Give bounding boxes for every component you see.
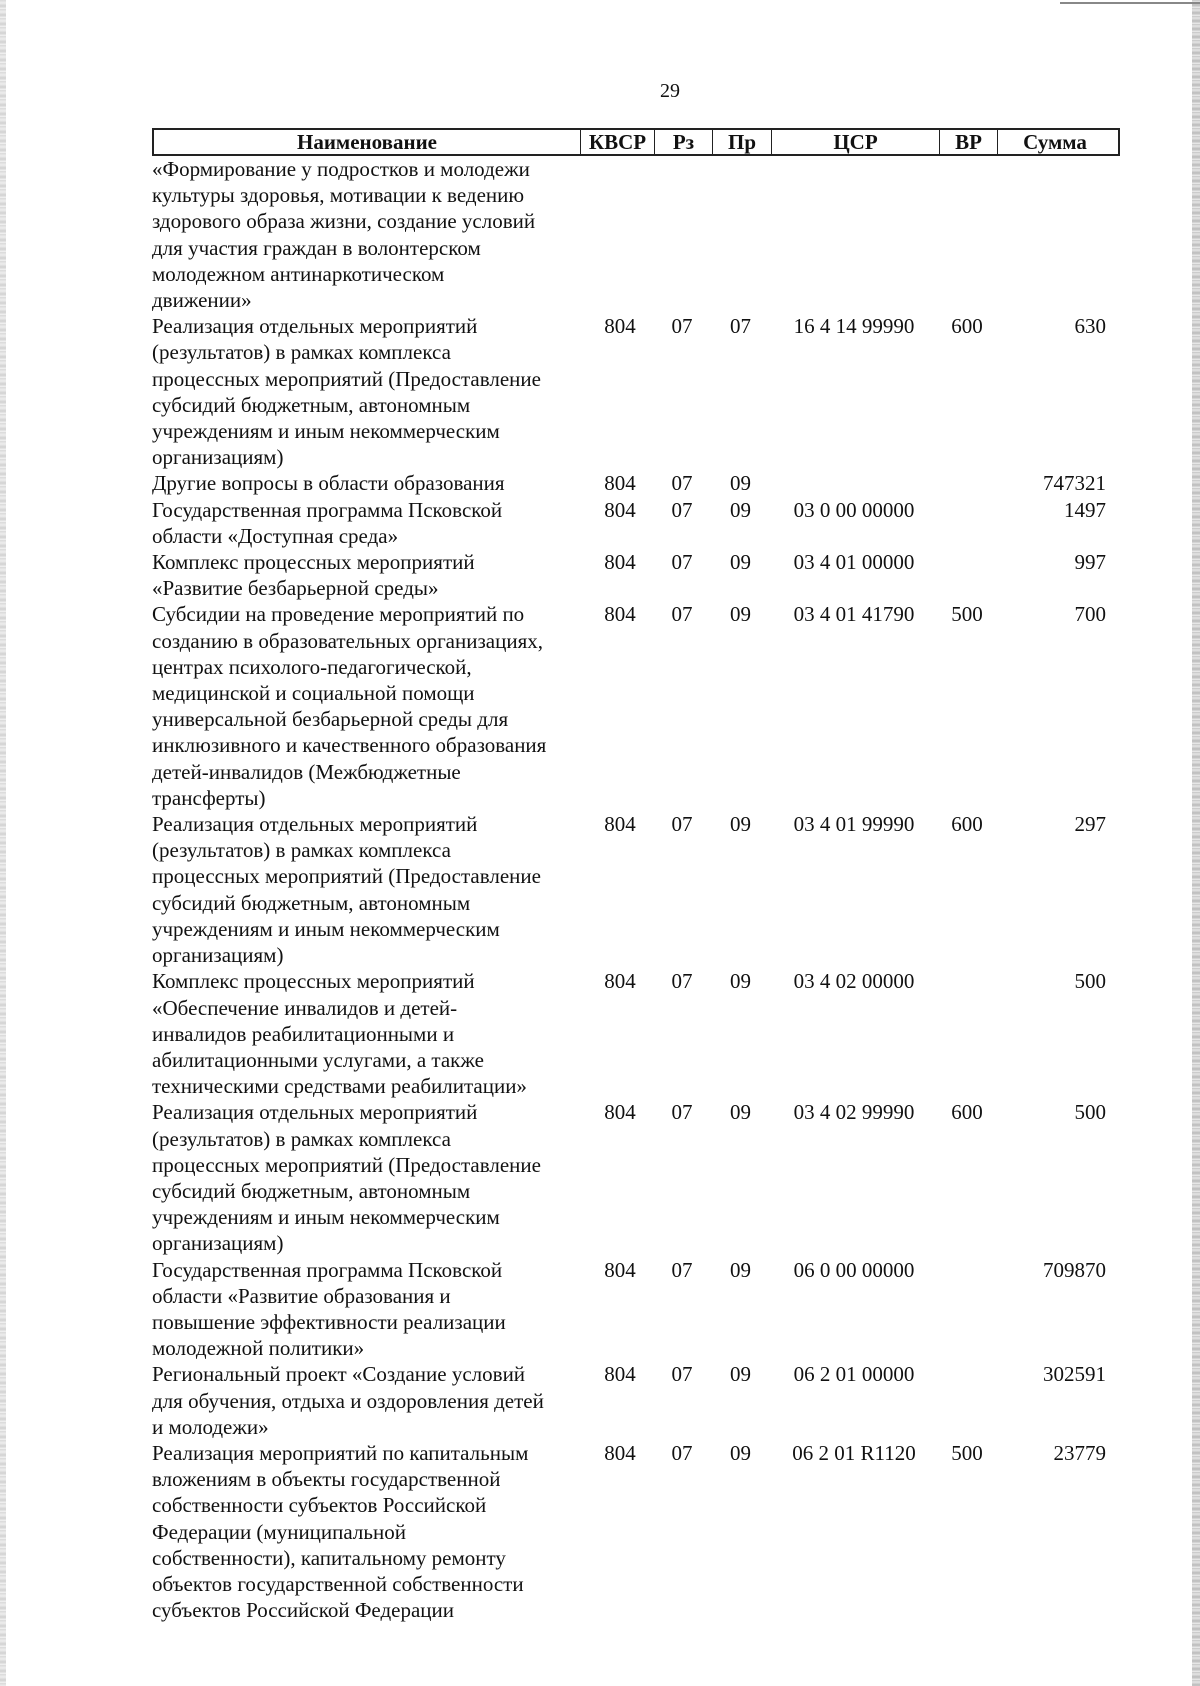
row-sum: 23779 xyxy=(1053,1440,1106,1465)
row-pr xyxy=(711,156,770,313)
row-csr: 03 4 01 41790 xyxy=(793,602,915,627)
row-rz: 07 xyxy=(671,1257,693,1282)
row-pr: 09 xyxy=(730,602,751,627)
row-vr: 600 xyxy=(951,314,983,339)
row-vr xyxy=(938,549,996,601)
row-csr: 06 2 01 R1120 xyxy=(792,1440,916,1465)
table-row xyxy=(152,1099,1120,1256)
row-vr: 500 xyxy=(951,602,983,627)
row-vr xyxy=(938,156,996,313)
row-kvsr: 804 xyxy=(604,550,636,575)
row-name: Государственная программа Псковской области «Развитие образования и повышение эффективности реализации молодежной политики» xyxy=(152,1257,506,1361)
row-name: Комплекс процессных мероприятий «Обеспечение инвалидов и детей- инвалидов реабилитационными и абилитационными услугами, а также техническими средствами реабилитации» xyxy=(152,969,527,1099)
row-kvsr: 804 xyxy=(604,314,636,339)
row-pr: 09 xyxy=(730,1440,751,1465)
table-row xyxy=(152,497,1120,549)
row-vr: 600 xyxy=(951,1100,983,1125)
row-csr: 16 4 14 99990 xyxy=(793,314,915,339)
row-vr xyxy=(938,497,996,549)
row-vr: 600 xyxy=(951,812,983,837)
table-header xyxy=(152,128,1120,156)
table-row xyxy=(152,968,1120,1099)
table-row xyxy=(152,549,1120,601)
scan-edge-right xyxy=(1192,0,1200,1686)
row-pr: 09 xyxy=(730,1257,751,1282)
row-csr: 03 0 00 00000 xyxy=(793,497,915,522)
row-kvsr: 804 xyxy=(604,812,636,837)
header-pr: Пр xyxy=(713,130,772,154)
row-sum xyxy=(996,156,1110,313)
row-kvsr: 804 xyxy=(604,497,636,522)
row-name: Государственная программа Псковской области «Доступная среда» xyxy=(152,497,503,548)
header-sum: Сумма xyxy=(1023,130,1087,154)
table-row xyxy=(152,811,1120,968)
row-rz: 07 xyxy=(671,1440,693,1465)
row-pr: 09 xyxy=(730,1100,751,1125)
row-name: Реализация мероприятий по капитальным вложениям в объекты государственной собственности субъектов Российской Федерации (муниципальной собственности), капитальному ремонту объектов государственной собственности субъектов Российской Федерации xyxy=(152,1440,529,1623)
table-row xyxy=(152,313,1120,470)
row-pr: 09 xyxy=(730,471,751,496)
row-csr xyxy=(770,470,938,496)
row-sum: 747321 xyxy=(1043,471,1106,496)
page-number: 29 xyxy=(660,80,680,102)
row-name: Другие вопросы в области образования xyxy=(152,471,505,496)
row-sum: 997 xyxy=(1074,550,1106,575)
row-pr: 09 xyxy=(730,812,751,837)
table-row xyxy=(152,1257,1120,1362)
row-sum: 630 xyxy=(1074,314,1106,339)
budget-table xyxy=(152,128,1120,1623)
row-csr: 03 4 02 00000 xyxy=(793,969,915,994)
row-vr xyxy=(938,968,996,1099)
row-kvsr: 804 xyxy=(604,969,636,994)
table-row xyxy=(152,156,1120,313)
row-sum: 700 xyxy=(1074,602,1106,627)
row-kvsr: 804 xyxy=(604,1440,636,1465)
row-csr xyxy=(770,156,938,313)
row-sum: 709870 xyxy=(1043,1257,1106,1282)
row-kvsr: 804 xyxy=(604,471,636,496)
row-rz: 07 xyxy=(671,1100,693,1125)
row-csr: 03 4 01 00000 xyxy=(793,550,915,575)
row-sum: 302591 xyxy=(1043,1362,1106,1387)
row-vr xyxy=(938,1257,996,1362)
table-row xyxy=(152,1440,1120,1623)
row-pr: 09 xyxy=(730,550,751,575)
header-rz: Рз xyxy=(655,130,713,154)
row-name: Региональный проект «Создание условий для обучения, отдыха и оздоровления детей и молодежи» xyxy=(152,1362,544,1439)
scan-edge-left xyxy=(0,0,6,1686)
row-rz: 07 xyxy=(671,550,693,575)
row-csr: 03 4 02 99990 xyxy=(793,1100,915,1125)
row-sum: 500 xyxy=(1074,1100,1106,1125)
row-vr xyxy=(938,1361,996,1440)
row-kvsr: 804 xyxy=(604,1362,636,1387)
row-sum: 500 xyxy=(1074,969,1106,994)
row-name: Реализация отдельных мероприятий (результатов) в рамках комплекса процессных мероприятий (Предоставление субсидий бюджетным, автономным учреждениям и иным некоммерческим организациям) xyxy=(152,1100,541,1256)
row-kvsr xyxy=(579,156,653,313)
table-row xyxy=(152,470,1120,496)
row-sum: 297 xyxy=(1074,812,1106,837)
header-name: Наименование xyxy=(154,130,581,154)
row-csr: 06 0 00 00000 xyxy=(793,1257,915,1282)
row-csr: 06 2 01 00000 xyxy=(793,1362,915,1387)
header-vr: ВР xyxy=(940,130,998,154)
row-sum: 1497 xyxy=(1064,497,1106,522)
row-pr: 09 xyxy=(730,969,751,994)
header-kvsr: КВСР xyxy=(581,130,655,154)
row-pr: 07 xyxy=(730,314,751,339)
scan-top-line xyxy=(1060,2,1200,4)
row-rz: 07 xyxy=(671,1362,693,1387)
header-csr: ЦСР xyxy=(772,130,940,154)
row-rz: 07 xyxy=(671,314,693,339)
row-rz: 07 xyxy=(671,471,693,496)
row-csr: 03 4 01 99990 xyxy=(793,812,915,837)
row-name: Субсидии на проведение мероприятий по созданию в образовательных организациях, центрах психолого-педагогической, медицинской и социальной помощи универсальной безбарьерной среды для инклюзивного и качественного образования детей-инвалидов (Межбюджетные трансферты) xyxy=(152,602,547,810)
row-rz: 07 xyxy=(671,497,693,522)
row-rz: 07 xyxy=(671,969,693,994)
row-rz xyxy=(653,156,711,313)
row-name: «Формирование у подростков и молодежи культуры здоровья, мотивации к ведению здорового образа жизни, создание условий для участия граждан в волонтерском молодежном антинаркотическом движении» xyxy=(152,157,536,313)
row-rz: 07 xyxy=(671,812,693,837)
row-pr: 09 xyxy=(730,1362,751,1387)
row-kvsr: 804 xyxy=(604,602,636,627)
row-vr: 500 xyxy=(951,1440,983,1465)
row-kvsr: 804 xyxy=(604,1257,636,1282)
row-rz: 07 xyxy=(671,602,693,627)
table-body xyxy=(152,156,1120,1623)
row-kvsr: 804 xyxy=(604,1100,636,1125)
row-vr xyxy=(938,470,996,496)
row-name: Реализация отдельных мероприятий (результатов) в рамках комплекса процессных мероприятий (Предоставление субсидий бюджетным, автономным учреждениям и иным некоммерческим организациям) xyxy=(152,812,541,968)
table-row xyxy=(152,1361,1120,1440)
row-pr: 09 xyxy=(730,497,751,522)
table-row xyxy=(152,601,1120,811)
row-name: Реализация отдельных мероприятий (результатов) в рамках комплекса процессных мероприятий (Предоставление субсидий бюджетным, автономным учреждениям и иным некоммерческим организациям) xyxy=(152,314,541,470)
row-name: Комплекс процессных мероприятий «Развитие безбарьерной среды» xyxy=(152,550,475,601)
